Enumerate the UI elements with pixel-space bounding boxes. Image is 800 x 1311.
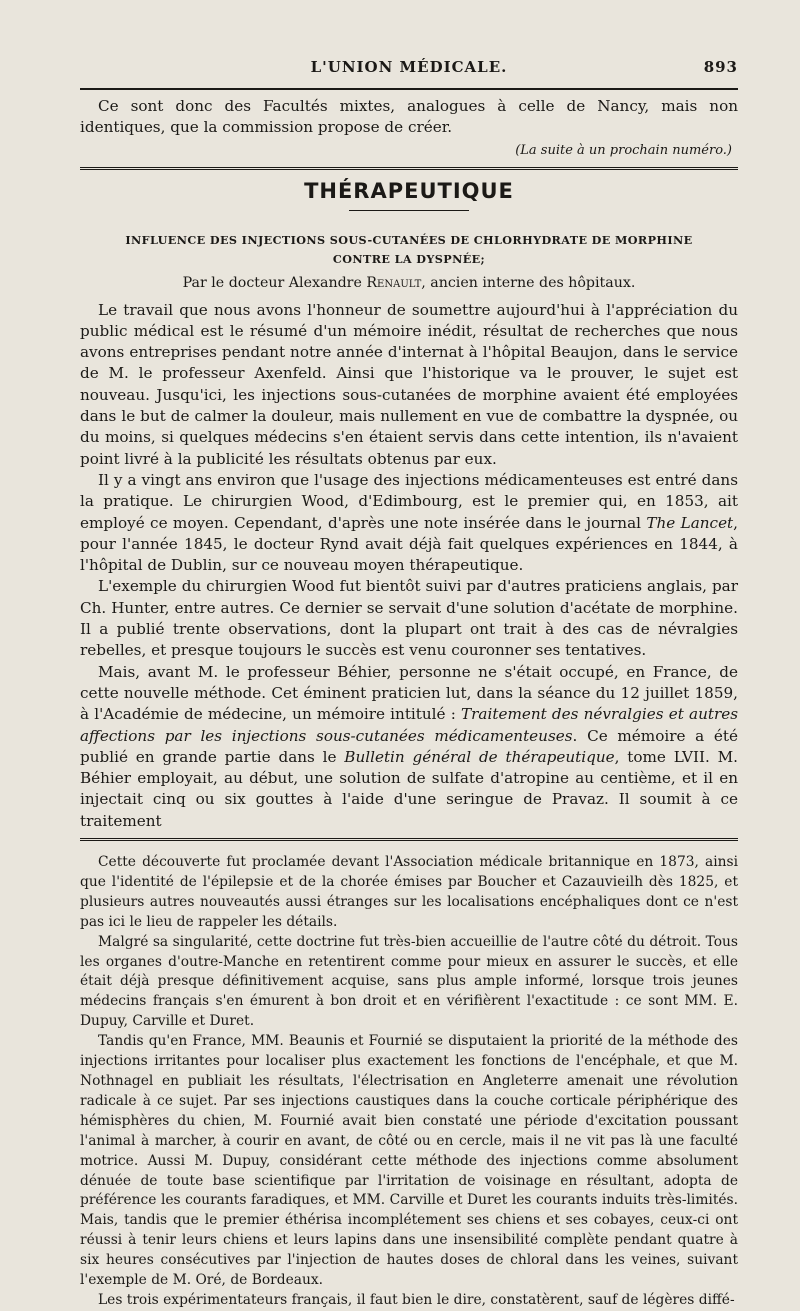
article-paragraph-3: L'exemple du chirurgien Wood fut bientôt suivi par d'autres praticiens anglais, par Ch. Hunter, entre autres. Ce dernier se servait d'une solution d'acétate de morphine. Il a publié trente observations, dont la plupart ont trait à des cas de névralgies rebelles, et presque toujours le succès est venu couronner ses tentatives.	[80, 577, 738, 660]
journal-name: The Lancet	[646, 513, 734, 532]
section-rule-bottom	[349, 210, 469, 211]
p2-text-b: , pour l'année 1845, le docteur Rynd avait déjà fait quelques expériences en 1844, à l'hôpital de Dublin, sur ce nouveau moyen thérapeutique.	[80, 513, 738, 575]
p2-text-a: Il y a vingt ans environ que l'usage des injections médicamenteuses est entré dans la pratique. Le chirurgien Wood, d'Edimbourg, est le premier qui, en 1853, ait employé ce moyen. Cependant, d'après une note insérée dans le journal	[80, 470, 738, 532]
page-number: 893	[703, 58, 738, 76]
memoir-title: Traitement des névralgies et autres affections par les injections sous-cutanées médicamenteuses	[80, 705, 738, 745]
notes-rule	[80, 838, 738, 841]
article-paragraph-1: Le travail que nous avons l'honneur de soumettre aujourd'hui à l'appréciation du public médical est le résumé d'un mémoire inédit, résultat de recherches que nous avons entreprises pendant notre année d'internat à l'hôpital Beaujon, dans le service de M. le professeur Axenfeld. Ainsi que l'historique va le prouver, le sujet est nouveau. Jusqu'ici, les injections sous-cutanées de morphine avaient été employées dans le but de calmer la douleur, mais nullement en vue de combattre la dyspnée, ou du moins, si quelques médecins s'en étaient servis dans cette intention, ils n'avaient point livré à la publicité les résultats obtenus par eux.	[80, 300, 738, 468]
note-paragraph-3: Tandis qu'en France, MM. Beaunis et Fournié se disputaient la priorité de la méthode des injections irritantes pour localiser plus exactement les fonctions de l'encéphale, et que M. Nothnagel en publiait les résultats, l'électrisation en Angleterre amenait une révolution radicale à ce sujet. Par ses injections caustiques dans la couche corticale périphérique des hémisphères du chien, M. Fournié avait bien constaté une période d'excitation poussant l'animal à marcher, à courir en avant, de côté ou en cercle, mais il ne vit pas là une faculté motrice. Aussi M. Dupuy, considérant cette méthode des injections comme absolument dénuée de toute base scientifique par l'irritation de voisinage en résultant, adopta de préférence les courants faradiques, et MM. Carville et Duret les courants induits très-limités. Mais, tandis que le premier éthérisa incomplétement ses chiens et ses cobayes, ceux-ci ont réussi à tenir leurs chiens et leurs lapins dans une insensibilité complète pendant quatre à six heures consécutives par l'injection de hautes doses de chloral dans les veines, suivant l'exemple de M. Oré, de Bordeaux.	[80, 1033, 738, 1289]
intro-paragraph: Ce sont donc des Facultés mixtes, analogues à celle de Nancy, mais non identiques, que la commission propose de créer.	[80, 97, 738, 137]
continuation-note: (La suite à un prochain numéro.)	[515, 142, 732, 158]
section-rule-top	[80, 167, 738, 170]
note-paragraph-2: Malgré sa singularité, cette doctrine fut très-bien accueillie de l'autre côté du détroit. Tous les organes d'outre-Manche en retentirent comme pour mieux en assurer le succès, et elle était déjà presque définitivement acquise, sans plus ample informé, lorsque trois jeunes médecins français s'en émurent à bon droit et en vérifièrent l'exactitude : ce sont MM. E. Dupuy, Carville et Duret.	[80, 933, 738, 1030]
section-title: THÉRAPEUTIQUE	[304, 178, 514, 203]
feuilleton-block	[80, 853, 738, 1311]
running-head	[80, 58, 738, 88]
bulletin-title: Bulletin général de thérapeutique	[344, 747, 615, 766]
byline-pre: Par le docteur Alexandre	[182, 274, 367, 291]
article-title-line2: CONTRE LA DYSPNÉE;	[332, 251, 486, 266]
p4-text-b: . Ce mémoire a été publié en grande partie dans le	[80, 726, 739, 766]
article-paragraph-4	[80, 662, 738, 832]
intro-block	[80, 96, 738, 161]
author-name: Renault	[366, 274, 422, 291]
note-paragraph-1: Cette découverte fut proclamée devant l'Association médicale britannique en 1873, ainsi que l'identité de l'épilepsie et de la chorée émises par Boucher et Cazauvieilh dès 1825, et plusieurs autres nouveautés aussi étranges sur les localisations encéphaliques dont ce n'est pas ici le lieu de rappeler les détails.	[80, 854, 738, 930]
header-rule	[80, 88, 738, 90]
byline-post: , ancien interne des hôpitaux.	[421, 274, 636, 291]
article-title	[80, 231, 738, 269]
running-title: L'UNION MÉDICALE.	[310, 58, 508, 76]
note-paragraph-4: Les trois expérimentateurs français, il faut bien le dire, constatèrent, sauf de légères diffé-	[98, 1291, 735, 1308]
p4-text-c: , tome LVII. M. Béhier employait, au début, une solution de sulfate d'atropine au centième, et il en injectait cinq ou six gouttes à l'aide d'une seringue de Pravaz. Il soumit à ce traitement	[80, 747, 738, 830]
article-title-line1: INFLUENCE DES INJECTIONS SOUS-CUTANÉES DE CHLORHYDRATE DE MORPHINE	[125, 232, 693, 247]
article-body	[80, 300, 738, 832]
byline	[80, 273, 738, 294]
p4-text-a: Mais, avant M. le professeur Béhier, personne ne s'était occupé, en France, de cette nouvelle méthode. Cet éminent praticien lut, dans la séance du 12 juillet 1859, à l'Académie de médecine, un mémoire intitulé :	[80, 662, 738, 724]
article-paragraph-2	[80, 470, 738, 576]
